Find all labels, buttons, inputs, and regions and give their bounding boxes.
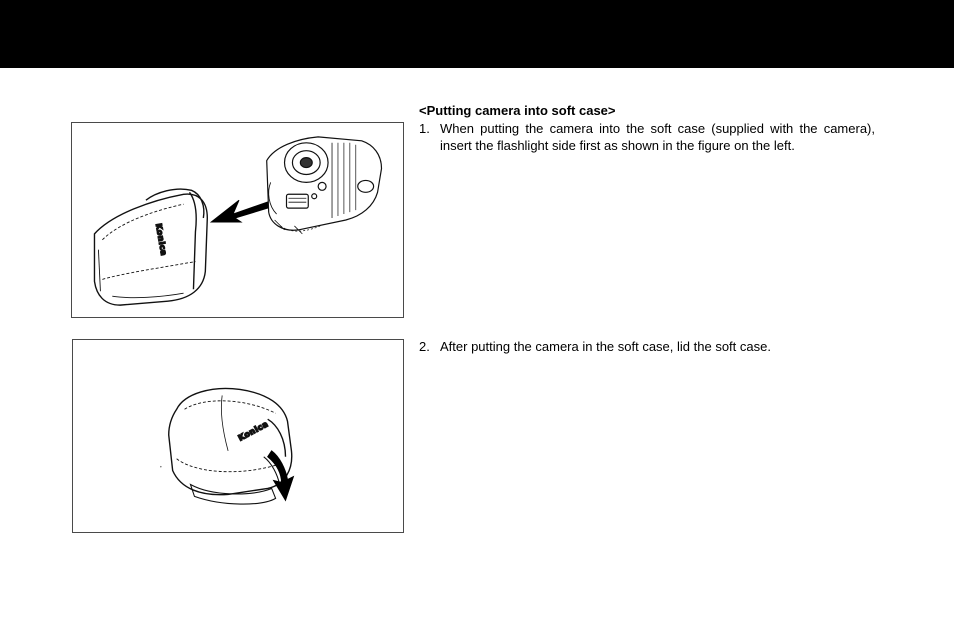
soft-case-drawing (94, 189, 207, 305)
instruction-step-2 (419, 338, 875, 355)
close-lid-illustration (73, 340, 403, 532)
case-brand-label-2: Konica (236, 419, 270, 443)
step-text: After putting the camera in the soft case, lid the soft case. (440, 339, 771, 354)
step-number: 1. (419, 121, 430, 136)
header-bar (0, 0, 954, 68)
step-text: When putting the camera into the soft case (supplied with the camera), insert the flashlight side first as shown in the figure on the left. (440, 121, 875, 153)
figure-insert-camera (71, 122, 404, 318)
insert-camera-illustration (72, 123, 403, 317)
section-title: <Putting camera into soft case> (419, 103, 616, 118)
figure-close-lid (72, 339, 404, 533)
camera-drawing (267, 137, 382, 234)
step-number: 2. (419, 339, 430, 354)
case-brand-label: Konica (153, 222, 169, 257)
instruction-step-1 (419, 120, 875, 154)
closed-case-drawing (169, 388, 292, 504)
